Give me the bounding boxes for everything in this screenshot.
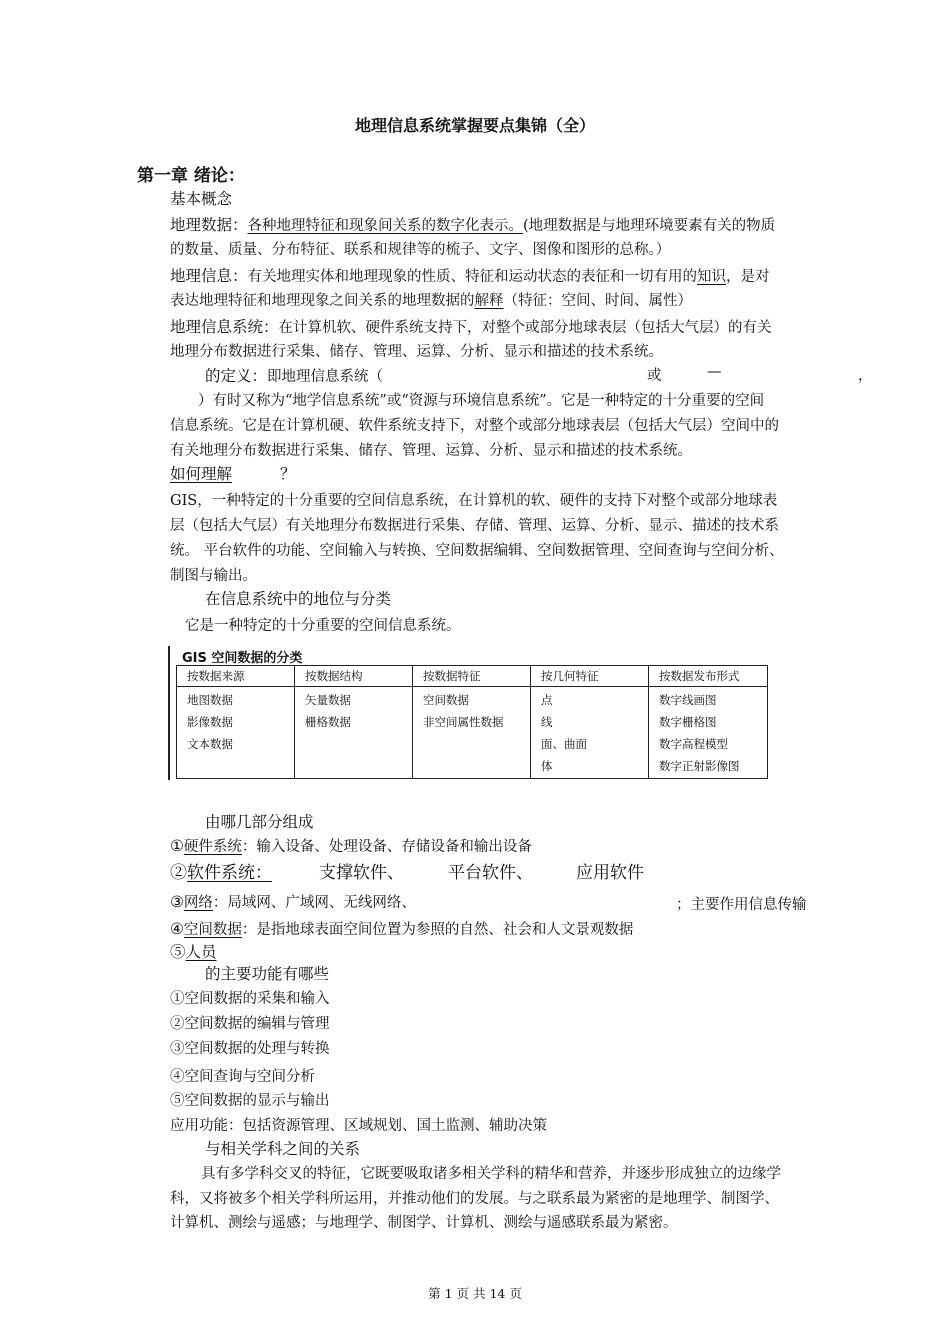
definition-head: 的定义： [205, 367, 268, 385]
definition-line-4: 有关地理分布数据进行采集、储存、管理、运算、分析、显示和描述的技术系统。 [170, 443, 692, 459]
geo-data-line-1 [170, 213, 870, 235]
cell-item: 数字栅格图 [659, 715, 717, 729]
cell-item: 数字线画图 [659, 693, 717, 707]
function-item: ①空间数据的采集和输入 [170, 991, 330, 1007]
table-header: 按几何特征 [531, 666, 649, 687]
geo-data-term: 地理数据： [170, 216, 248, 234]
definition-line-1 [205, 364, 873, 386]
understand-line-4: 制图与输出。 [170, 568, 257, 584]
component-term: 人员 [185, 943, 217, 961]
geo-info-knowledge: 知识 [697, 269, 727, 285]
software-platform: 平台软件、 [448, 863, 533, 883]
page-footer: 第 1 页 共 14 页 [428, 1286, 522, 1301]
position-heading: 在信息系统中的地位与分类 [205, 590, 392, 608]
gis-text-1: 在计算机软、硬件系统支持下，对整个或部分地球表层（包括大气层）的有关 [278, 320, 772, 336]
function-item: ②空间数据的编辑与管理 [170, 1016, 330, 1032]
cell-item: 点 [541, 693, 553, 707]
component-network [170, 891, 870, 913]
classification-table [176, 665, 768, 779]
gis-data-classification-figure [168, 646, 768, 780]
cell-item: 影像数据 [187, 715, 233, 729]
cell-item: 数字高程模型 [659, 737, 728, 751]
definition-text-1: 即地理信息系统（ [267, 369, 384, 385]
software-support: 支撑软件、 [319, 863, 404, 883]
geo-info-text-2: 表达地理特征和地理现象之间关系的地理数据的 [170, 293, 475, 309]
software-application: 应用软件 [576, 863, 644, 883]
table-cell [413, 687, 531, 779]
geo-info-term: 地理信息： [170, 267, 248, 285]
component-number: ① [170, 837, 184, 855]
table-cell [177, 687, 295, 779]
component-number: ④ [170, 920, 184, 938]
relation-line-1: 具有多学科交叉的特征，它既要吸取诸多相关学科的精华和营养，并逐步形成独立的边缘学 [201, 1166, 781, 1182]
cell-item: 面、曲面 [541, 737, 587, 751]
function-item: ④空间查询与空间分析 [170, 1069, 315, 1085]
definition-dash: — [707, 364, 722, 380]
definition-line-2: ）有时又称为“地学信息系统”或“资源与环境信息系统”。它是一种特定的十分重要的空间 [198, 393, 765, 409]
page-title: 地理信息系统掌握要点集锦（全） [354, 116, 595, 135]
component-term: 软件系统： [187, 863, 272, 883]
component-software [170, 858, 644, 883]
table-cell [295, 687, 413, 779]
table-row [177, 687, 768, 779]
cell-item: 空间数据 [423, 693, 469, 707]
application-functions: 应用功能：包括资源管理、区域规划、国土监测、辅助决策 [170, 1118, 547, 1134]
section-basic-concepts: 基本概念 [170, 190, 233, 208]
component-number: ② [170, 863, 187, 883]
cell-item: 非空间属性数据 [423, 715, 504, 729]
cell-item: 地图数据 [187, 693, 233, 707]
component-personnel [170, 940, 217, 962]
geo-data-line-2: 的数量、质量、分布特征、联系和规律等的梳子、文字、图像和图形的总称。） [170, 242, 671, 258]
geo-data-definition: 各种地理特征和现象间关系的数字化表示。 [247, 218, 524, 234]
chapter-heading: 第一章 绪论： [137, 166, 245, 186]
understand-line-1: GIS，一种特定的十分重要的空间信息系统，在计算机的软、硬件的支持下对整个或部分地球表 [170, 493, 778, 509]
component-term: 网络 [183, 895, 213, 911]
table-header: 按数据特征 [413, 666, 531, 687]
table-cell [531, 687, 649, 779]
table-header: 按数据结构 [295, 666, 413, 687]
geo-info-text-end: ，是对 [726, 269, 770, 285]
function-item: ③空间数据的处理与转换 [170, 1041, 330, 1057]
function-item: ⑤空间数据的显示与输出 [170, 1093, 330, 1109]
component-hardware [170, 835, 532, 856]
cell-item: 文本数据 [187, 737, 233, 751]
table-header: 按数据来源 [177, 666, 295, 687]
table-header-row [177, 666, 768, 687]
relation-line-3: 计算机、测绘与遥感；与地理学、制图学、计算机、测绘与遥感联系最为紧密。 [170, 1215, 678, 1231]
components-heading: 由哪几部分组成 [205, 813, 314, 831]
figure-title: GIS 空间数据的分类 [182, 651, 303, 666]
geo-info-interpretation: 解释 [474, 293, 504, 309]
understand-line-3: 统。 平台软件的功能、空间输入与转换、空间数据编辑、空间数据管理、空间查询与空间分析、 [170, 543, 784, 559]
component-number: ③ [170, 893, 184, 911]
understand-heading [170, 462, 296, 484]
geo-info-text: 有关地理实体和地理现象的性质、特征和运动状态的表征和一切有用的 [247, 269, 698, 285]
component-spatial-data [170, 918, 633, 939]
gis-line-1 [170, 315, 870, 337]
gis-term: 地理信息系统： [170, 318, 279, 336]
geo-info-features: （特征：空间、时间、属性） [503, 293, 692, 309]
network-role: ；主要作用信息传输 [676, 897, 807, 913]
understand-line-2: 层（包括大气层）有关地理分布数据进行采集、存储、管理、运算、分析、显示、描述的技术系 [170, 518, 779, 534]
understand-head: 如何理解 [170, 465, 233, 483]
component-number: ⑤ [170, 943, 186, 961]
definition-or: 或 [647, 368, 662, 384]
component-text: ：输入设备、处理设备、存储设备和输出设备 [241, 839, 532, 855]
definition-comma: ， [858, 368, 873, 384]
geo-info-line-1 [170, 264, 870, 286]
figure-left-bar [168, 646, 170, 780]
gis-line-2: 地理分布数据进行采集、储存、管理、运算、分析、显示和描述的技术系统。 [170, 344, 663, 360]
cell-item: 栅格数据 [305, 715, 351, 729]
table-header: 按数据发布形式 [649, 666, 768, 687]
component-text: ：是指地球表面空间位置为参照的自然、社会和人文景观数据 [241, 922, 634, 938]
component-term: 空间数据 [183, 922, 242, 938]
position-text: 它是一种特定的十分重要的空间信息系统。 [185, 618, 461, 634]
functions-heading: 的主要功能有哪些 [205, 965, 330, 983]
geo-info-line-2 [170, 289, 870, 310]
cell-item: 数字正射影像图 [659, 759, 740, 773]
component-text: ：局域网、广域网、无线网络、 [212, 895, 416, 911]
definition-line-3: 信息系统。它是在计算机硬、软件系统支持下，对整个或部分地球表层（包括大气层）空间中的 [170, 418, 779, 434]
geo-data-note: (地理数据是与地理环境要素有关的物质 [523, 218, 776, 234]
cell-item: 体 [541, 759, 553, 773]
cell-item: 线 [541, 715, 553, 729]
cell-item: 矢量数据 [305, 693, 351, 707]
component-term: 硬件系统 [183, 839, 242, 855]
table-cell [649, 687, 768, 779]
understand-question-mark: ？ [280, 465, 296, 483]
relation-line-2: 科，又将被多个相关学科所运用，并推动他们的发展。与之联系最为紧密的是地理学、制图学、 [170, 1191, 779, 1207]
relation-heading: 与相关学科之间的关系 [205, 1140, 361, 1158]
